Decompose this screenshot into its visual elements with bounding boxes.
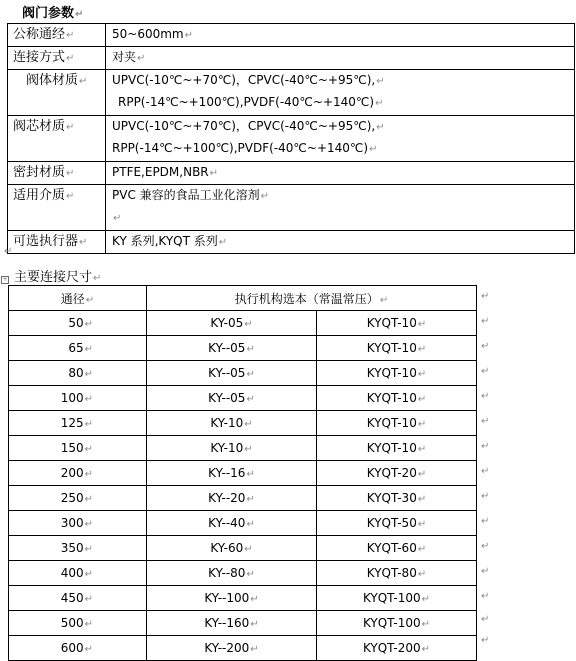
- paragraph-mark-icon: ↵: [417, 419, 427, 430]
- table-row: [9, 361, 477, 386]
- row-end-mark-icon: ↵: [481, 415, 490, 427]
- paragraph-mark-icon: ↵: [84, 469, 93, 480]
- paragraph-mark-icon: ↵: [84, 594, 93, 605]
- table-row: [9, 636, 477, 661]
- param-value-cell: [106, 70, 575, 116]
- row-end-mark-icon: ↵: [481, 315, 490, 327]
- paragraph-mark-icon: ↵: [244, 319, 253, 330]
- size-cell-dn: [9, 461, 147, 486]
- paragraph-mark-icon: ↵: [417, 444, 427, 455]
- param-value-cell: [106, 231, 575, 254]
- paragraph-mark-icon: ↵: [218, 237, 228, 248]
- table-row: [9, 386, 477, 411]
- size-value-dn: 500: [60, 616, 84, 630]
- size-cell-kyqt: [317, 586, 477, 611]
- param-value-line: [112, 138, 574, 160]
- param-value-line: [112, 47, 574, 69]
- size-value-dn: 50: [68, 316, 84, 330]
- paragraph-mark-icon: ↵: [66, 168, 75, 179]
- param-value: RPP(-14℃~+100℃),PVDF(-40℃~+140℃): [118, 95, 375, 109]
- size-value-dn: 300: [60, 516, 84, 530]
- param-label: 密封材质: [13, 165, 66, 180]
- size-value-ky: KY--20: [208, 491, 246, 505]
- size-value-ky: KY--200: [204, 641, 250, 655]
- param-label-cell: [8, 185, 106, 231]
- paragraph-mark-icon: ↵: [421, 619, 431, 630]
- size-value-kyqt: KYQT-10: [366, 391, 417, 405]
- size-value-kyqt: KYQT-100: [362, 591, 421, 605]
- size-cell-ky: [147, 436, 317, 461]
- size-value-ky: KY--16: [208, 466, 246, 480]
- paragraph-mark-icon: ↵: [84, 494, 93, 505]
- size-cell-ky: [147, 636, 317, 661]
- row-end-mark-icon: ↵: [481, 490, 490, 502]
- paragraph-mark-icon: ↵: [250, 644, 259, 655]
- size-cell-kyqt: [317, 486, 477, 511]
- size-value-dn: 80: [68, 366, 84, 380]
- size-value-kyqt: KYQT-100: [362, 616, 421, 630]
- param-value: UPVC(-10℃~+70℃)，CPVC(-40℃~+95℃),: [112, 73, 376, 87]
- table-row: [8, 24, 575, 47]
- param-value: 对夹: [112, 50, 137, 64]
- size-cell-kyqt: [317, 561, 477, 586]
- paragraph-mark-icon: ↵: [246, 394, 255, 405]
- size-value-ky: KY--100: [204, 591, 250, 605]
- param-label-cell: [8, 231, 106, 254]
- paragraph-mark-icon: ↵: [84, 394, 93, 405]
- paragraph-mark-icon: ↵: [84, 644, 93, 655]
- paragraph-mark-icon: ↵: [84, 569, 93, 580]
- connection-sizes-table: [8, 285, 477, 661]
- size-cell-ky: [147, 361, 317, 386]
- size-cell-dn: [9, 486, 147, 511]
- valve-params-title: 阀门参数↵: [22, 6, 84, 21]
- paragraph-mark-icon: ↵: [246, 369, 255, 380]
- size-value-ky: KY-60: [210, 541, 244, 555]
- size-cell-ky: [147, 461, 317, 486]
- size-value-kyqt: KYQT-30: [366, 491, 417, 505]
- size-cell-dn: [9, 411, 147, 436]
- size-cell-ky: [147, 486, 317, 511]
- size-cell-kyqt: [317, 636, 477, 661]
- size-cell-kyqt: [317, 311, 477, 336]
- size-value-kyqt: KYQT-50: [366, 516, 417, 530]
- table-row: [9, 561, 477, 586]
- size-cell-ky: [147, 561, 317, 586]
- row-end-mark-icon: ↵: [481, 340, 490, 352]
- size-value-kyqt: KYQT-80: [366, 566, 417, 580]
- size-cell-ky: [147, 411, 317, 436]
- size-value-kyqt: KYQT-60: [366, 541, 417, 555]
- paragraph-mark-icon: ↵: [66, 122, 75, 133]
- size-value-dn: 250: [60, 491, 84, 505]
- size-cell-dn: [9, 386, 147, 411]
- paragraph-mark-icon: ↵: [417, 494, 427, 505]
- valve-params-table: [7, 23, 575, 254]
- table-row: [9, 611, 477, 636]
- size-value-ky: KY--05: [208, 391, 246, 405]
- size-value-ky: KY--160: [204, 616, 250, 630]
- paragraph-mark-icon: ↵: [369, 144, 378, 155]
- table-row: [9, 586, 477, 611]
- paragraph-mark-icon: ↵: [417, 469, 427, 480]
- paragraph-mark-icon: ↵: [421, 644, 431, 655]
- param-value-line: [112, 162, 574, 184]
- row-end-mark-icon: ↵: [481, 465, 490, 477]
- size-cell-ky: [147, 536, 317, 561]
- size-cell-ky: [147, 611, 317, 636]
- paragraph-mark-icon: ↵: [246, 494, 255, 505]
- size-value-ky: KY--40: [208, 516, 246, 530]
- size-value-dn: 100: [60, 391, 84, 405]
- size-cell-kyqt: [317, 611, 477, 636]
- size-value-ky: KY--80: [208, 566, 246, 580]
- size-cell-kyqt: [317, 336, 477, 361]
- paragraph-mark-icon: ↵: [417, 519, 427, 530]
- table-header-row: [9, 286, 477, 311]
- size-cell-kyqt: [317, 436, 477, 461]
- size-cell-kyqt: [317, 461, 477, 486]
- size-value-ky: KY-10: [210, 416, 244, 430]
- row-end-mark-icon: ↵: [481, 440, 490, 452]
- size-cell-dn: [9, 311, 147, 336]
- paragraph-mark-icon: ↵: [84, 344, 93, 355]
- param-label: 连接方式: [13, 50, 66, 65]
- size-cell-dn: [9, 611, 147, 636]
- size-value-dn: 450: [60, 591, 84, 605]
- table-row: [8, 116, 575, 162]
- paragraph-mark-icon: ↵: [246, 344, 255, 355]
- size-cell-dn: [9, 511, 147, 536]
- header-actuator: [147, 286, 477, 311]
- table-anchor-icon[interactable]: +: [2, 276, 8, 283]
- paragraph-mark-icon: ↵: [246, 569, 255, 580]
- paragraph-mark-icon: ↵: [84, 444, 93, 455]
- paragraph-mark-icon: ↵: [209, 168, 219, 179]
- size-value-dn: 600: [60, 641, 84, 655]
- param-value-cell: [106, 162, 575, 185]
- table-row: [8, 162, 575, 185]
- paragraph-mark-icon: ↵: [417, 569, 427, 580]
- param-value: RPP(-14℃~+100℃),PVDF(-40℃~+140℃): [112, 141, 369, 155]
- paragraph-mark-icon: ↵: [85, 294, 95, 306]
- paragraph-mark-icon: ↵: [66, 30, 75, 41]
- size-cell-ky: [147, 386, 317, 411]
- size-cell-kyqt: [317, 411, 477, 436]
- param-value-line: [112, 24, 574, 46]
- param-label: 阀体材质: [26, 73, 79, 88]
- header-actuator-label: 执行机构选本（常温常压）: [234, 291, 379, 306]
- paragraph-mark-icon: ↵: [417, 319, 427, 330]
- paragraph-mark-icon: ↵: [75, 9, 84, 20]
- size-cell-dn: [9, 561, 147, 586]
- size-value-ky: KY--05: [208, 341, 246, 355]
- paragraph-mark-icon: ↵: [246, 519, 255, 530]
- paragraph-mark-icon: ↵: [421, 594, 431, 605]
- size-value-dn: 125: [60, 416, 84, 430]
- paragraph-mark-icon: ↵: [79, 237, 88, 248]
- paragraph-mark-icon: ↵: [250, 619, 259, 630]
- row-end-mark-icon: ↵: [481, 390, 490, 402]
- size-value-kyqt: KYQT-10: [366, 341, 417, 355]
- size-value-kyqt: KYQT-20: [366, 466, 417, 480]
- paragraph-mark-icon: ↵: [376, 76, 385, 87]
- paragraph-mark-icon: ↵: [4, 246, 13, 257]
- param-value-line: [112, 70, 574, 92]
- paragraph-mark-icon: ↵: [66, 53, 75, 64]
- size-cell-dn: [9, 536, 147, 561]
- size-value-kyqt: KYQT-10: [366, 316, 417, 330]
- size-cell-ky: [147, 336, 317, 361]
- paragraph-mark-icon: ↵: [84, 419, 93, 430]
- row-end-mark-icon: ↵: [481, 613, 490, 625]
- paragraph-mark-icon: ↵: [244, 444, 253, 455]
- size-cell-dn: [9, 336, 147, 361]
- paragraph-mark-icon: ↵: [93, 273, 102, 284]
- param-value-line: [112, 231, 574, 253]
- paragraph-mark-icon: ↵: [417, 344, 427, 355]
- table-row: [9, 486, 477, 511]
- param-value-cell: [106, 185, 575, 231]
- param-label: 阀芯材质: [13, 119, 66, 134]
- row-end-mark-icon: ↵: [481, 565, 490, 577]
- param-value: PVC 兼容的食品工业化溶剂: [112, 188, 260, 202]
- table-row: [9, 461, 477, 486]
- table-row: [9, 411, 477, 436]
- paragraph-mark-icon: ↵: [79, 76, 88, 87]
- table-row: [9, 511, 477, 536]
- size-cell-dn: [9, 361, 147, 386]
- size-value-kyqt: KYQT-10: [366, 366, 417, 380]
- paragraph-mark-icon: ↵: [113, 213, 122, 224]
- size-value-kyqt: KYQT-10: [366, 441, 417, 455]
- paragraph-mark-icon: ↵: [379, 294, 389, 306]
- size-cell-ky: [147, 511, 317, 536]
- size-cell-kyqt: [317, 386, 477, 411]
- param-value: UPVC(-10℃~+70℃)，CPVC(-40℃~+95℃),: [112, 119, 376, 133]
- size-value-dn: 350: [60, 541, 84, 555]
- paragraph-mark-icon: ↵: [84, 519, 93, 530]
- size-cell-kyqt: [317, 511, 477, 536]
- paragraph-mark-icon: ↵: [244, 419, 253, 430]
- size-cell-ky: [147, 586, 317, 611]
- paragraph-mark-icon: ↵: [417, 394, 427, 405]
- size-value-dn: 150: [60, 441, 84, 455]
- size-cell-ky: [147, 311, 317, 336]
- param-label-cell: [8, 70, 106, 116]
- param-label-cell: [8, 162, 106, 185]
- paragraph-mark-icon: ↵: [184, 30, 193, 41]
- row-end-mark-icon: ↵: [481, 540, 490, 552]
- param-value-line: [112, 207, 574, 229]
- table-row: [8, 70, 575, 116]
- param-label-cell: [8, 116, 106, 162]
- size-cell-dn: [9, 436, 147, 461]
- param-value-line: [112, 185, 574, 207]
- table-row: [9, 436, 477, 461]
- table-row: [8, 231, 575, 254]
- param-label-cell: [8, 24, 106, 47]
- param-label: 适用介质: [13, 188, 66, 203]
- row-end-mark-icon: ↵: [481, 365, 490, 377]
- param-value: 50~600mm: [112, 27, 184, 41]
- param-value-cell: [106, 47, 575, 70]
- paragraph-mark-icon: ↵: [66, 191, 75, 202]
- row-end-mark-icon: ↵: [481, 634, 490, 646]
- paragraph-mark-icon: ↵: [375, 98, 384, 109]
- size-cell-kyqt: [317, 361, 477, 386]
- paragraph-mark-icon: ↵: [250, 594, 259, 605]
- size-cell-dn: [9, 586, 147, 611]
- table-row: [9, 311, 477, 336]
- paragraph-mark-icon: ↵: [246, 469, 255, 480]
- table-row: [9, 336, 477, 361]
- header-dn: [9, 286, 147, 311]
- paragraph-mark-icon: ↵: [376, 122, 385, 133]
- param-value-cell: [106, 116, 575, 162]
- connection-sizes-title: 主要连接尺寸↵: [14, 270, 102, 285]
- param-label: 公称通经: [13, 27, 66, 42]
- size-value-dn: 65: [68, 341, 84, 355]
- size-value-ky: KY-05: [210, 316, 244, 330]
- row-end-mark-icon: ↵: [481, 590, 490, 602]
- size-value-dn: 200: [60, 466, 84, 480]
- param-value-line: [112, 92, 574, 114]
- size-value-kyqt: KYQT-200: [362, 641, 421, 655]
- size-value-ky: KY-10: [210, 441, 244, 455]
- paragraph-mark-icon: ↵: [84, 544, 93, 555]
- paragraph-mark-icon: ↵: [84, 319, 93, 330]
- size-value-ky: KY--05: [208, 366, 246, 380]
- param-value: PTFE,EPDM,NBR: [112, 165, 209, 179]
- paragraph-mark-icon: ↵: [244, 544, 253, 555]
- paragraph-mark-icon: ↵: [137, 53, 146, 64]
- param-value: KY 系列,KYQT 系列: [112, 234, 218, 248]
- param-value-line: [112, 116, 574, 138]
- paragraph-mark-icon: ↵: [84, 619, 93, 630]
- param-label-cell: [8, 47, 106, 70]
- param-label: 可选执行器: [13, 234, 79, 249]
- size-cell-dn: [9, 636, 147, 661]
- paragraph-mark-icon: ↵: [260, 191, 270, 202]
- size-cell-kyqt: [317, 536, 477, 561]
- paragraph-mark-icon: ↵: [417, 544, 427, 555]
- header-dn-label: 通径: [60, 291, 85, 306]
- paragraph-mark-icon: ↵: [84, 369, 93, 380]
- table-row: [9, 536, 477, 561]
- paragraph-mark-icon: ↵: [417, 369, 427, 380]
- table-row: [8, 185, 575, 231]
- param-value-cell: [106, 24, 575, 47]
- table-row: [8, 47, 575, 70]
- size-value-kyqt: KYQT-10: [366, 416, 417, 430]
- row-end-mark-icon: ↵: [481, 290, 490, 302]
- row-end-mark-icon: ↵: [481, 515, 490, 527]
- size-value-dn: 400: [60, 566, 84, 580]
